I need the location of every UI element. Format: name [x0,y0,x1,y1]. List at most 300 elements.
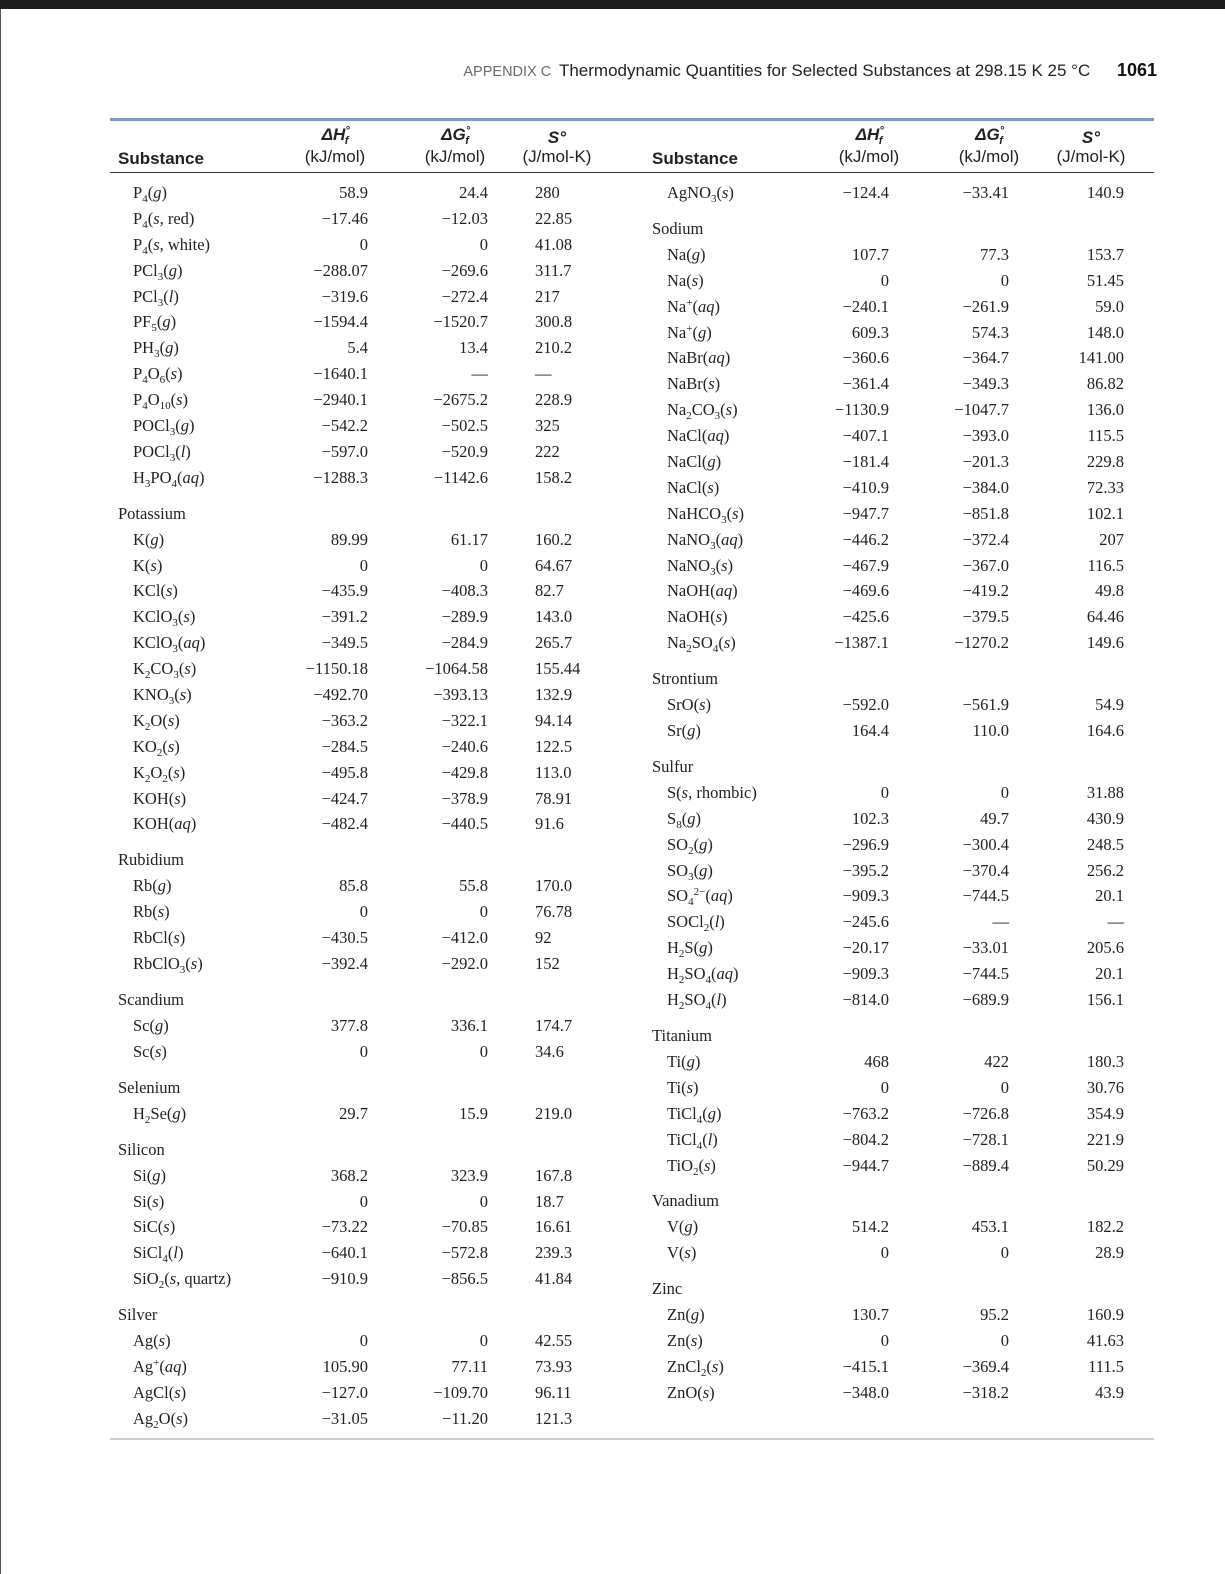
left-table-header [110,124,632,172]
enthalpy-cell: −31.05 [321,1408,368,1428]
substance-cell: $H_3PO_4(aq)$ [133,467,205,490]
entropy-cell: 160.2 [535,529,573,549]
entropy-cell: 210.2 [535,338,573,358]
enthalpy-cell: 164.4 [851,721,889,741]
table-row [110,578,632,604]
right-table [644,124,1166,1434]
group-label: Selenium [118,1077,181,1097]
table-row [644,780,1166,806]
enthalpy-cell: −240.1 [842,296,889,316]
substance-cell: NaBr(s) [667,374,721,394]
enthalpy-cell: −127.0 [321,1382,368,1402]
table-row [110,604,632,630]
gibbs-cell: 453.1 [971,1217,1009,1237]
gibbs-cell: −379.5 [962,607,1009,627]
table-row [110,1163,632,1189]
table-row [644,423,1166,449]
substance-cell: V(g) [667,1217,699,1237]
gibbs-cell: −370.4 [962,860,1009,880]
entropy-cell: 86.82 [1086,374,1124,394]
gibbs-cell: 0 [1000,1077,1009,1097]
gibbs-cell: −851.8 [962,503,1009,523]
enthalpy-cell: −17.46 [321,208,368,228]
group-label: Vanadium [652,1191,719,1211]
substance-cell: Rb(g) [133,876,172,896]
group-heading [110,1302,632,1328]
table-row [110,656,632,682]
group-label: Strontium [652,669,719,689]
substance-cell: V(s) [667,1243,697,1263]
enthalpy-cell: −1594.4 [313,312,368,332]
entropy-cell: 54.9 [1095,695,1124,715]
gibbs-cell: −561.9 [962,695,1009,715]
table-row [110,630,632,656]
entropy-cell: 170.0 [535,876,573,896]
gibbs-cell: 0 [1000,270,1009,290]
gibbs-cell: −349.3 [962,374,1009,394]
table-row [644,578,1166,604]
page-title: Thermodynamic Quantities for Selected Substances at 298.15 K 25 °C [558,61,1091,80]
table-row [110,335,632,361]
entropy-cell: 217 [535,286,560,306]
gibbs-cell: 110.0 [972,721,1009,741]
substance-cell: $K_2CO_3(s)$ [133,659,197,682]
enthalpy-cell: −319.6 [321,286,368,306]
gibbs-cell: 336.1 [450,1015,488,1035]
group-label: Sodium [652,218,704,238]
enthalpy-cell: −1130.9 [834,400,889,420]
table-row [110,760,632,786]
substance-cell: Sr(g) [667,721,701,741]
enthalpy-cell: −1150.18 [305,659,368,679]
gibbs-cell: −369.4 [962,1356,1009,1376]
entropy-cell: 41.84 [535,1269,573,1289]
entropy-cell: 50.29 [1086,1155,1124,1175]
gibbs-cell: 0 [479,555,488,575]
enthalpy-cell: −245.6 [842,912,889,932]
entropy-cell: 72.33 [1086,477,1124,497]
group-label: Zinc [652,1279,683,1299]
gibbs-cell: −440.5 [441,814,488,834]
table-row [644,935,1166,961]
table-row [110,180,632,206]
header-enthalpy-symbol: $\Delta H^\circ_f$ [855,125,884,147]
gibbs-cell: −12.03 [441,208,488,228]
table-row [644,1380,1166,1406]
entropy-cell: 153.7 [1086,244,1124,264]
table-row [110,1101,632,1127]
substance-cell: Si(s) [133,1191,165,1211]
table-row [110,553,632,579]
enthalpy-cell: −1288.3 [313,467,368,487]
table-row [110,899,632,925]
entropy-cell: 174.7 [535,1015,573,1035]
table-row [110,1039,632,1065]
left-table [110,124,632,1434]
header-entropy [1026,128,1156,166]
table-row [644,294,1166,320]
entropy-cell: 182.2 [1086,1217,1124,1237]
entropy-cell: 167.8 [535,1165,573,1185]
entropy-cell: 280 [535,183,560,202]
header-enthalpy-unit: (kJ/mol) [838,147,900,166]
enthalpy-cell: −407.1 [842,426,889,446]
gibbs-cell: −728.1 [962,1129,1009,1149]
substance-cell: PCl$_3$(l) [133,286,179,309]
enthalpy-cell: −20.17 [842,938,889,958]
table-row [644,961,1166,987]
table-row [110,1189,632,1215]
enthalpy-cell: −446.2 [842,529,889,549]
enthalpy-cell: 0 [359,1331,368,1351]
enthalpy-cell: −296.9 [842,834,889,854]
table-row [110,387,632,413]
group-heading [110,1075,632,1101]
gibbs-cell: −1520.7 [433,312,488,332]
gibbs-cell: 0 [479,1041,488,1061]
gibbs-cell: −1142.6 [433,467,488,487]
left-border [0,9,1,1574]
entropy-cell: 76.78 [535,902,573,922]
substance-cell: $SO_3(g)$ [667,860,713,883]
substance-cell: Sc(s) [133,1041,167,1061]
enthalpy-cell: 468 [864,1051,889,1071]
enthalpy-cell: 0 [880,1243,889,1263]
entropy-cell: 113.0 [535,762,572,782]
substance-cell: SiC(s) [133,1217,176,1237]
appendix-label: APPENDIX C [463,64,552,80]
table-row [644,692,1166,718]
gibbs-cell: −322.1 [441,710,488,730]
gibbs-cell: −272.4 [441,286,488,306]
entropy-cell: 111.5 [1088,1356,1124,1376]
entropy-cell: 28.9 [1095,1243,1124,1263]
entropy-cell: 31.88 [1086,782,1124,802]
entropy-cell: 82.7 [535,581,564,601]
enthalpy-cell: −495.8 [321,762,368,782]
substance-cell: Rb(s) [133,902,170,922]
enthalpy-cell: 89.99 [330,529,368,549]
header-entropy-unit: (J/mol-K) [522,147,592,166]
table-row [644,449,1166,475]
substance-cell: K(g) [133,529,165,549]
table-row [644,553,1166,579]
substance-cell: TiCl$_4$(g) [667,1103,722,1126]
entropy-cell: 102.1 [1086,503,1124,523]
entropy-cell: 49.8 [1095,581,1124,601]
enthalpy-cell: −360.6 [842,348,889,368]
table-row [644,345,1166,371]
table-row [110,786,632,812]
table-row [110,734,632,760]
gibbs-cell: −502.5 [441,416,488,436]
table-row [644,1127,1166,1153]
gibbs-cell: −201.3 [962,452,1009,472]
entropy-cell: 121.3 [535,1408,573,1428]
substance-cell: $Ag_2O(s)$ [133,1408,189,1431]
substance-cell: Na+(g) [667,322,712,342]
gibbs-cell: −1270.2 [954,633,1009,653]
table-row [644,1049,1166,1075]
entropy-cell: 156.1 [1086,990,1124,1010]
header-gibbs-symbol: $\Delta G^\circ_f$ [441,125,471,147]
entropy-cell: 149.6 [1086,633,1124,653]
gibbs-cell: −378.9 [441,788,488,808]
table-row [110,413,632,439]
table-row [644,909,1166,935]
entropy-cell: 205.6 [1086,938,1124,958]
gibbs-cell: −412.0 [441,928,488,948]
gibbs-cell: −240.6 [441,736,488,756]
enthalpy-cell: −814.0 [842,990,889,1010]
substance-cell: PCl$_3$(g) [133,260,183,283]
gibbs-cell: 323.9 [450,1165,488,1185]
gibbs-cell: −33.01 [962,938,1009,958]
gibbs-cell: 0 [479,1331,488,1351]
substance-cell: $S_8(g)$ [667,808,701,831]
header-enthalpy-symbol: $\Delta H^\circ_f$ [321,125,350,147]
header-gibbs-symbol: $\Delta G^\circ_f$ [975,125,1005,147]
entropy-cell: — [535,364,552,384]
substance-cell: Sc(g) [133,1015,169,1035]
entropy-cell: 354.9 [1086,1103,1124,1123]
substance-cell: POCl$_3$(l) [133,441,191,464]
entropy-cell: 92 [535,928,552,948]
substance-cell: $H_2Se(g)$ [133,1103,187,1126]
enthalpy-cell: 514.2 [851,1217,889,1237]
substance-cell: $KO_2(s)$ [133,736,180,759]
enthalpy-cell: −467.9 [842,555,889,575]
enthalpy-cell: −363.2 [321,710,368,730]
entropy-cell: 43.9 [1095,1382,1124,1402]
gibbs-cell: −11.20 [442,1408,488,1428]
entropy-cell: 115.5 [1087,426,1124,446]
substance-cell: AgCl(s) [133,1382,187,1402]
entropy-cell: 148.0 [1086,322,1124,342]
group-heading [110,501,632,527]
gibbs-cell: −419.2 [962,581,1009,601]
enthalpy-cell: −181.4 [842,452,889,472]
header-entropy [492,128,622,166]
table-row [644,630,1166,656]
gibbs-cell: −269.6 [441,260,488,280]
table-row [644,180,1166,206]
gibbs-cell: −70.85 [441,1217,488,1237]
enthalpy-cell: 29.7 [339,1103,368,1123]
gibbs-cell: −889.4 [962,1155,1009,1175]
substance-cell: K(s) [133,555,163,575]
enthalpy-cell: 0 [880,1077,889,1097]
substance-cell: $P_4O_{10}(s)$ [133,390,189,413]
gibbs-cell: 77.11 [451,1356,488,1376]
group-heading [644,1188,1166,1214]
table-row [110,1406,632,1432]
substance-cell: ZnCl$_2$(s) [667,1356,724,1379]
left-table-body [110,172,632,1432]
entropy-cell: 141.00 [1078,348,1124,368]
substance-cell: ZnO(s) [667,1382,715,1402]
entropy-cell: 219.0 [535,1103,573,1123]
substance-cell: $K_2O_2(s)$ [133,762,186,785]
table-row [644,883,1166,909]
entropy-cell: 22.85 [535,208,573,228]
enthalpy-cell: −910.9 [321,1269,368,1289]
table-row [644,1101,1166,1127]
enthalpy-cell: −348.0 [842,1382,889,1402]
table-row [110,925,632,951]
gibbs-cell: −284.9 [441,633,488,653]
substance-cell: NaNO$_3$(aq) [667,529,744,552]
enthalpy-cell: −909.3 [842,964,889,984]
table-row [644,718,1166,744]
group-heading [644,666,1166,692]
group-heading [644,1276,1166,1302]
table-row [110,465,632,491]
table-row [110,284,632,310]
enthalpy-cell: −2940.1 [313,390,368,410]
table-row [110,1013,632,1039]
gibbs-cell: −2675.2 [433,390,488,410]
enthalpy-cell: −392.4 [321,954,368,974]
table-row [110,1266,632,1292]
gibbs-cell: −292.0 [441,954,488,974]
header-substance: Substance [652,149,738,168]
table-row [644,371,1166,397]
enthalpy-cell: 0 [880,782,889,802]
substance-cell: Si(g) [133,1165,167,1185]
table-row [644,242,1166,268]
enthalpy-cell: −763.2 [842,1103,889,1123]
gibbs-cell: −429.8 [441,762,488,782]
table-row [110,873,632,899]
gibbs-cell: 77.3 [980,244,1009,264]
enthalpy-cell: 102.3 [851,808,889,828]
table-row [644,858,1166,884]
enthalpy-cell: −361.4 [842,374,889,394]
enthalpy-cell: 130.7 [851,1305,889,1325]
header-entropy-symbol: S° [547,128,567,147]
gibbs-cell: 95.2 [980,1305,1009,1325]
table-row [644,501,1166,527]
table-row [644,475,1166,501]
substance-cell: $SO_4^{2-}(aq)$ [667,886,733,909]
group-label: Potassium [118,503,186,523]
table-row [644,1075,1166,1101]
enthalpy-cell: −947.7 [842,503,889,523]
enthalpy-cell: −1387.1 [834,633,889,653]
gibbs-cell: 0 [1000,782,1009,802]
substance-cell: NaOH(s) [667,607,728,627]
table-row [644,604,1166,630]
substance-cell: Zn(s) [667,1331,703,1351]
enthalpy-cell: −1640.1 [313,364,368,384]
enthalpy-cell: 368.2 [330,1165,368,1185]
entropy-cell: 96.11 [535,1382,572,1402]
enthalpy-cell: −944.7 [842,1155,889,1175]
substance-cell: Ti(g) [667,1051,701,1071]
header-substance: Substance [118,149,204,168]
substance-cell: NaCl(aq) [667,426,730,446]
substance-cell: TiCl$_4$(l) [667,1129,718,1152]
gibbs-cell: −726.8 [962,1103,1009,1123]
entropy-cell: 51.45 [1086,270,1124,290]
enthalpy-cell: 0 [359,1041,368,1061]
substance-cell: NaOH(aq) [667,581,738,601]
substance-cell: Na(s) [667,270,704,290]
entropy-cell: 311.7 [535,260,572,280]
substance-cell: $P_4(g)$ [133,183,167,205]
group-label: Rubidium [118,850,185,870]
enthalpy-cell: 5.4 [347,338,368,358]
substance-cell: Na(g) [667,244,706,264]
table-row [110,1354,632,1380]
enthalpy-cell: 0 [880,270,889,290]
gibbs-cell: −109.70 [433,1382,488,1402]
gibbs-cell: 0 [479,234,488,254]
gibbs-cell: — [992,912,1009,932]
table-row [644,1240,1166,1266]
enthalpy-cell: −288.07 [313,260,368,280]
group-label: Silicon [118,1139,165,1159]
group-heading [644,1023,1166,1049]
substance-cell: KOH(aq) [133,814,197,834]
table-row [110,1380,632,1406]
enthalpy-cell: −804.2 [842,1129,889,1149]
entropy-cell: 20.1 [1095,886,1124,906]
entropy-cell: 64.67 [535,555,573,575]
entropy-cell: 158.2 [535,467,573,487]
gibbs-cell: −856.5 [441,1269,488,1289]
gibbs-cell: −318.2 [962,1382,1009,1402]
substance-cell: $KNO_3(s)$ [133,685,192,708]
enthalpy-cell: −640.1 [321,1243,368,1263]
table-row [110,309,632,335]
gibbs-cell: 13.4 [459,338,488,358]
substance-cell: KCl(s) [133,581,178,601]
table-row [110,527,632,553]
header-enthalpy-unit: (kJ/mol) [304,147,366,166]
enthalpy-cell: 105.90 [322,1356,368,1376]
gibbs-cell: −408.3 [441,581,488,601]
substance-cell: Ag+(aq) [133,1356,187,1376]
substance-cell: $SO_2(g)$ [667,834,713,857]
group-label: Sulfur [652,756,694,776]
substance-cell: $H_2SO_4(l)$ [667,990,727,1013]
table-row [644,1302,1166,1328]
enthalpy-cell: −391.2 [321,607,368,627]
entropy-cell: 116.5 [1087,555,1124,575]
page-header [0,60,1157,81]
gibbs-cell: −289.9 [441,607,488,627]
group-label: Scandium [118,989,184,1009]
table-row [110,951,632,977]
table-row [644,1153,1166,1179]
enthalpy-cell: −424.7 [321,788,368,808]
enthalpy-cell: 0 [359,555,368,575]
gibbs-cell: −744.5 [962,886,1009,906]
enthalpy-cell: −349.5 [321,633,368,653]
table-row [110,708,632,734]
entropy-cell: 16.61 [535,1217,573,1237]
entropy-cell: 164.6 [1086,721,1124,741]
entropy-cell: 78.91 [535,788,573,808]
enthalpy-cell: 58.9 [339,183,368,202]
table-row [110,232,632,258]
substance-cell: KOH(s) [133,788,187,808]
header-entropy-unit: (J/mol-K) [1056,147,1126,166]
entropy-cell: 222 [535,441,560,461]
entropy-cell: 64.46 [1086,607,1124,627]
